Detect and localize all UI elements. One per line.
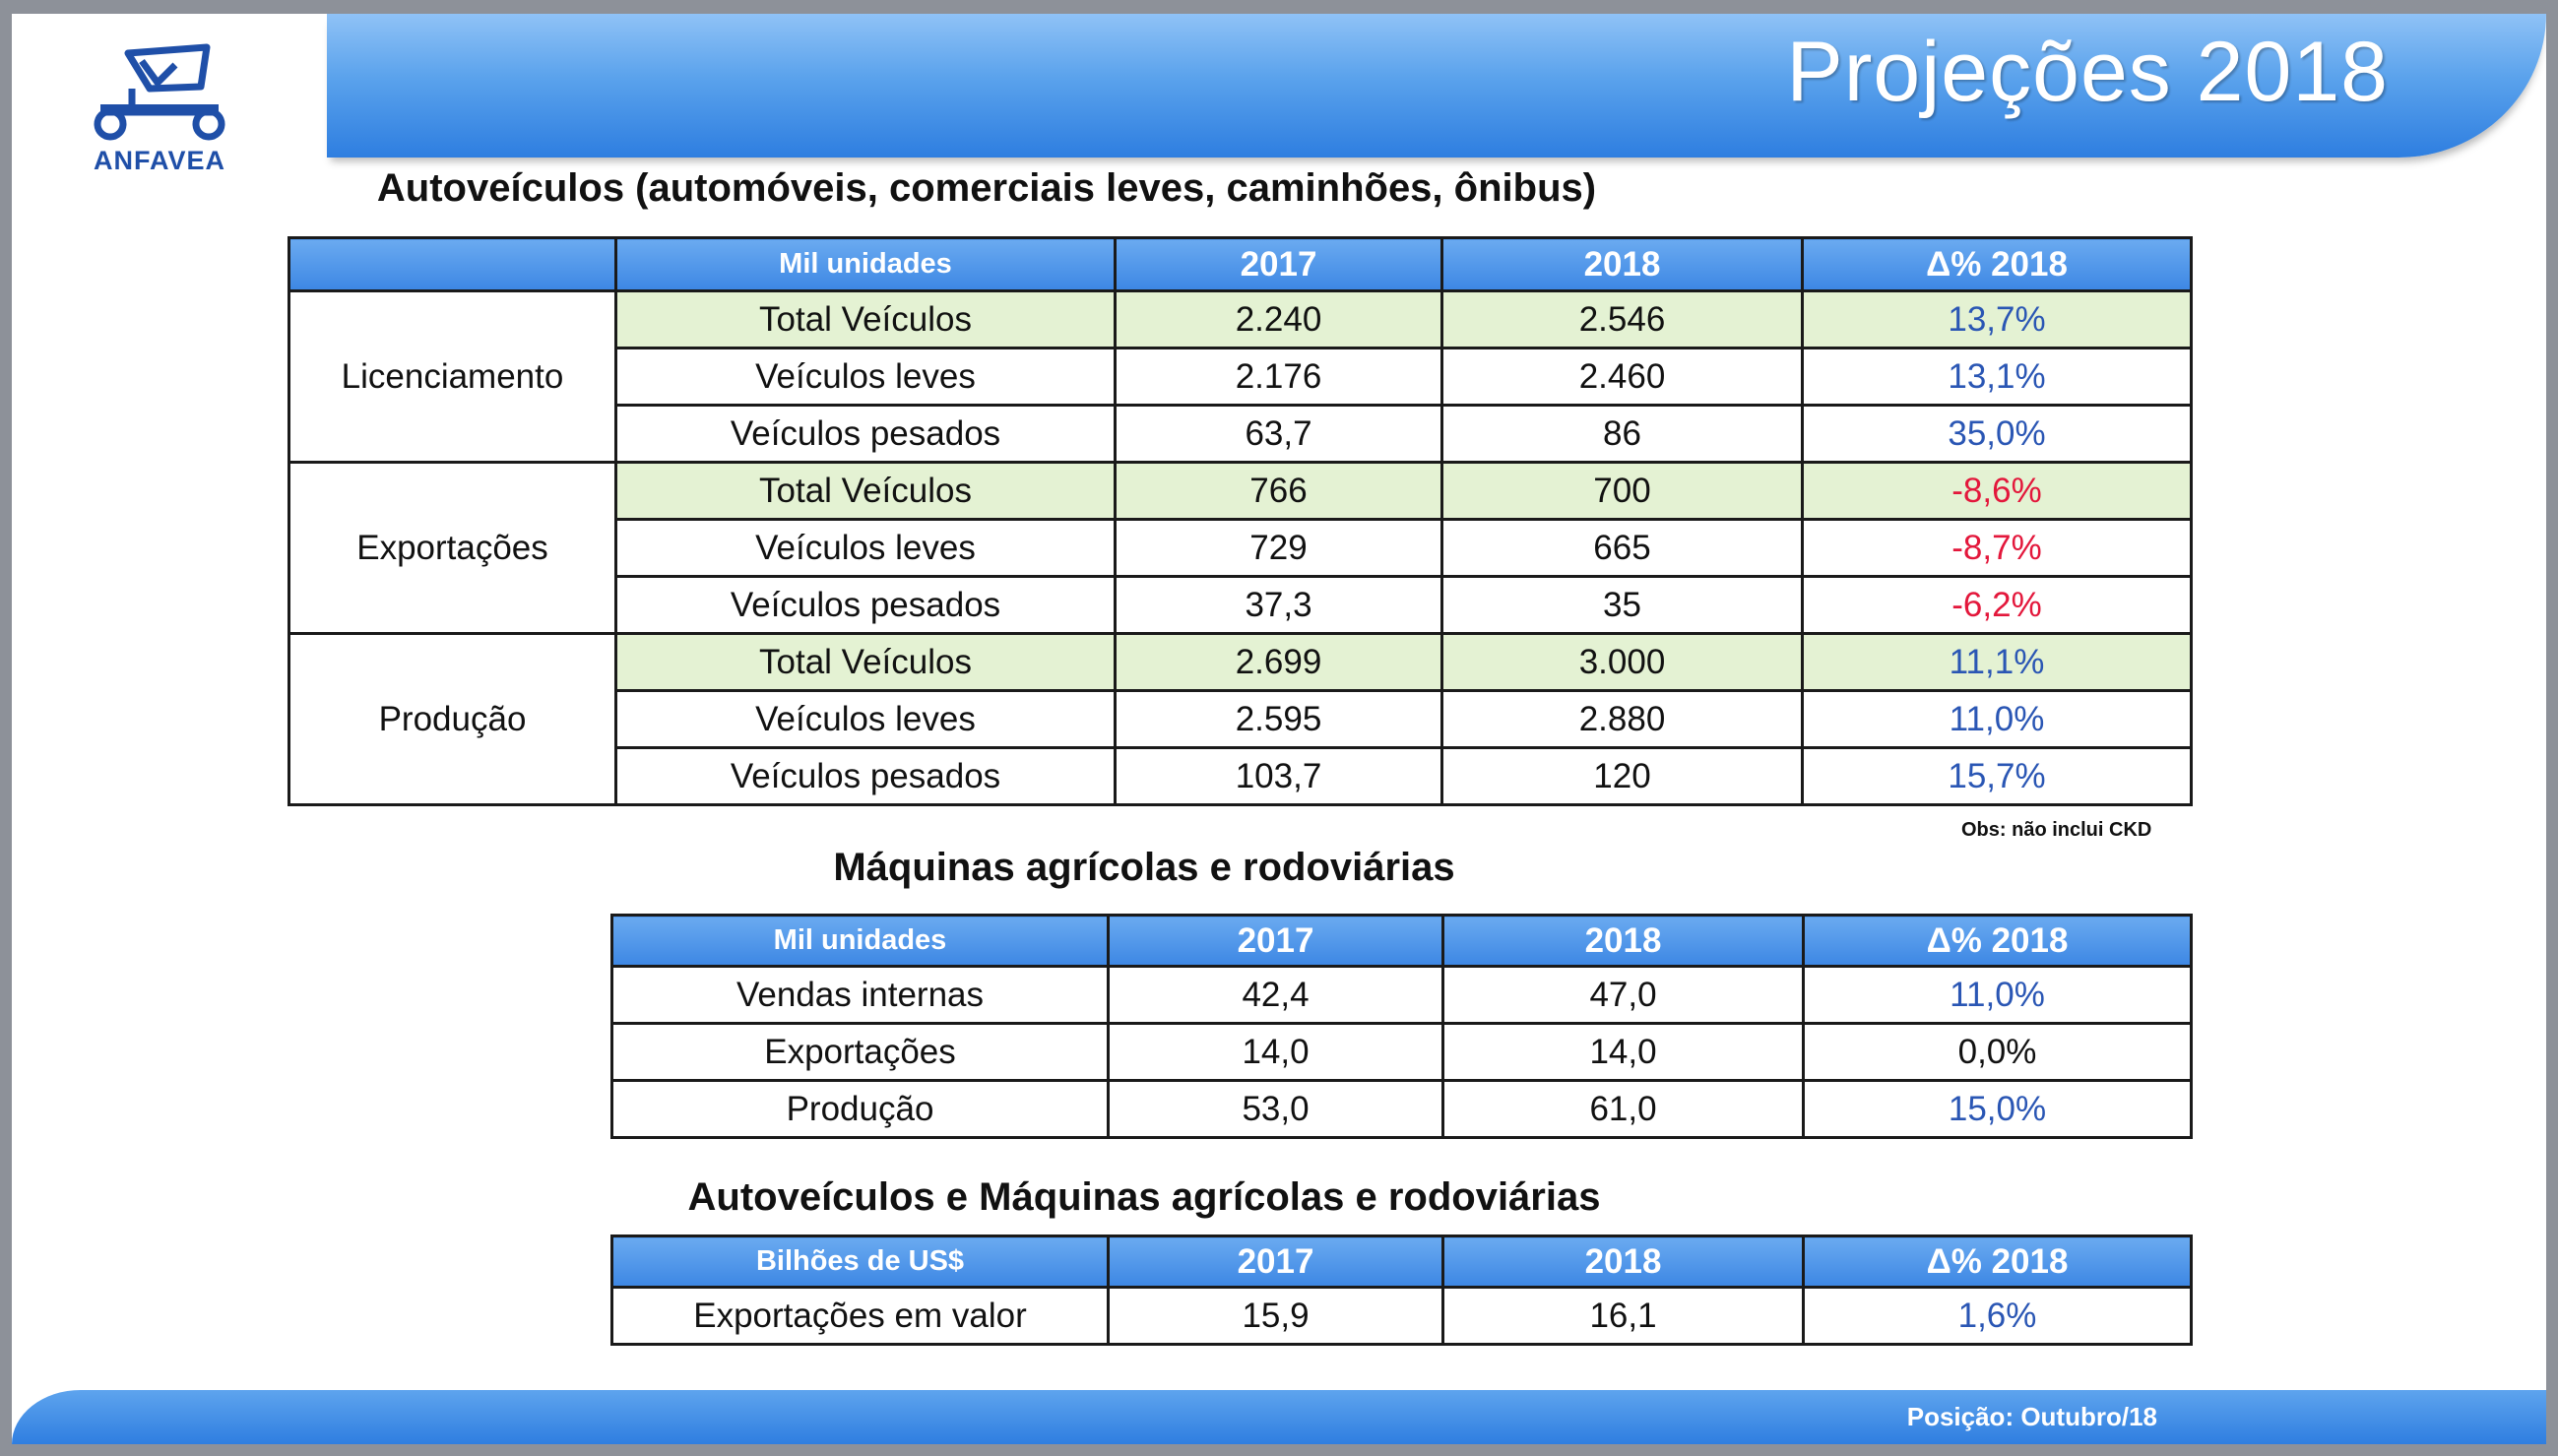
value-2017: 14,0 <box>1109 1024 1443 1081</box>
value-2018: 120 <box>1442 748 1803 805</box>
value-delta: 15,7% <box>1803 748 2192 805</box>
header-cell-unit: Mil unidades <box>616 238 1116 291</box>
header-cell-unit: Mil unidades <box>612 916 1109 967</box>
group-label-producao: Produção <box>289 634 616 805</box>
value-delta: 15,0% <box>1804 1081 2192 1138</box>
group-label-licenciamento: Licenciamento <box>289 291 616 463</box>
value-delta: -8,7% <box>1803 520 2192 577</box>
value-delta: 11,1% <box>1803 634 2192 691</box>
value-2017: 2.176 <box>1116 348 1442 406</box>
car-logo-icon <box>81 43 238 147</box>
header-cell-delta: Δ% 2018 <box>1804 916 2192 967</box>
row-item: Total Veículos <box>616 634 1116 691</box>
footer-bar <box>12 1390 2546 1444</box>
header-cell-2018: 2018 <box>1442 238 1803 291</box>
logo-text: ANFAVEA <box>93 146 225 175</box>
header-bar <box>327 14 2546 158</box>
value-2017: 53,0 <box>1109 1081 1443 1138</box>
value-delta: -6,2% <box>1803 577 2192 634</box>
value-2017: 2.240 <box>1116 291 1442 348</box>
header-cell-unit: Bilhões de US$ <box>612 1236 1109 1288</box>
row-item: Veículos leves <box>616 348 1116 406</box>
value-delta: 1,6% <box>1804 1288 2192 1345</box>
value-2018: 47,0 <box>1443 967 1804 1024</box>
row-item: Total Veículos <box>616 291 1116 348</box>
value-2018: 35 <box>1442 577 1803 634</box>
row-item: Produção <box>612 1081 1109 1138</box>
value-delta: 0,0% <box>1804 1024 2192 1081</box>
header-cell-2017: 2017 <box>1109 1236 1443 1288</box>
value-delta: 11,0% <box>1804 967 2192 1024</box>
autoveiculos-table <box>288 236 2193 806</box>
note-ckd: Obs: não inclui CKD <box>1961 819 2152 841</box>
row-item: Veículos pesados <box>616 577 1116 634</box>
value-2017: 766 <box>1116 463 1442 520</box>
value-2017: 103,7 <box>1116 748 1442 805</box>
header-cell-2017: 2017 <box>1109 916 1443 967</box>
value-2018: 16,1 <box>1443 1288 1804 1345</box>
value-2018: 665 <box>1442 520 1803 577</box>
header-cell-2018: 2018 <box>1443 1236 1804 1288</box>
row-item: Veículos leves <box>616 691 1116 748</box>
value-2018: 3.000 <box>1442 634 1803 691</box>
row-item: Veículos pesados <box>616 748 1116 805</box>
value-2017: 2.699 <box>1116 634 1442 691</box>
section-title-maquinas: Máquinas agrícolas e rodoviárias <box>833 846 1455 889</box>
value-2018: 2.546 <box>1442 291 1803 348</box>
value-delta: 13,1% <box>1803 348 2192 406</box>
value-2017: 2.595 <box>1116 691 1442 748</box>
header-cell-empty <box>289 238 616 291</box>
value-delta: 11,0% <box>1803 691 2192 748</box>
row-item: Total Veículos <box>616 463 1116 520</box>
value-2017: 15,9 <box>1109 1288 1443 1345</box>
table-header-row <box>612 916 2192 967</box>
table-row <box>612 1081 2192 1138</box>
row-item: Exportações <box>612 1024 1109 1081</box>
value-2018: 700 <box>1442 463 1803 520</box>
value-2018: 2.880 <box>1442 691 1803 748</box>
table-header-row <box>612 1236 2192 1288</box>
value-2018: 61,0 <box>1443 1081 1804 1138</box>
section-title-autoveiculos: Autoveículos (automóveis, comerciais leves, caminhões, ônibus) <box>376 166 1597 210</box>
header-cell-2018: 2018 <box>1443 916 1804 967</box>
row-item: Veículos leves <box>616 520 1116 577</box>
footer-position: Posição: Outubro/18 <box>1906 1402 2157 1431</box>
page-title: Projeções 2018 <box>1786 25 2389 119</box>
table-row <box>612 1288 2192 1345</box>
anfavea-logo <box>81 43 258 175</box>
value-2018: 14,0 <box>1443 1024 1804 1081</box>
slide <box>12 14 2546 1444</box>
value-2018: 86 <box>1442 406 1803 463</box>
value-2018: 2.460 <box>1442 348 1803 406</box>
group-label-exportacoes: Exportações <box>289 463 616 634</box>
row-item: Veículos pesados <box>616 406 1116 463</box>
table-row <box>289 634 2192 691</box>
table-row <box>612 967 2192 1024</box>
exportacoes-valor-table <box>610 1234 2193 1346</box>
maquinas-table <box>610 914 2193 1139</box>
section-title-combined: Autoveículos e Máquinas agrícolas e rodoviárias <box>687 1175 1601 1219</box>
value-delta: 13,7% <box>1803 291 2192 348</box>
value-2017: 37,3 <box>1116 577 1442 634</box>
value-delta: 35,0% <box>1803 406 2192 463</box>
value-2017: 42,4 <box>1109 967 1443 1024</box>
row-item: Vendas internas <box>612 967 1109 1024</box>
table-row <box>289 291 2192 348</box>
value-2017: 63,7 <box>1116 406 1442 463</box>
table-row <box>612 1024 2192 1081</box>
table-row <box>289 463 2192 520</box>
table-header-row <box>289 238 2192 291</box>
header-cell-2017: 2017 <box>1116 238 1442 291</box>
header-cell-delta: Δ% 2018 <box>1803 238 2192 291</box>
value-2017: 729 <box>1116 520 1442 577</box>
value-delta: -8,6% <box>1803 463 2192 520</box>
row-item: Exportações em valor <box>612 1288 1109 1345</box>
header-cell-delta: Δ% 2018 <box>1804 1236 2192 1288</box>
